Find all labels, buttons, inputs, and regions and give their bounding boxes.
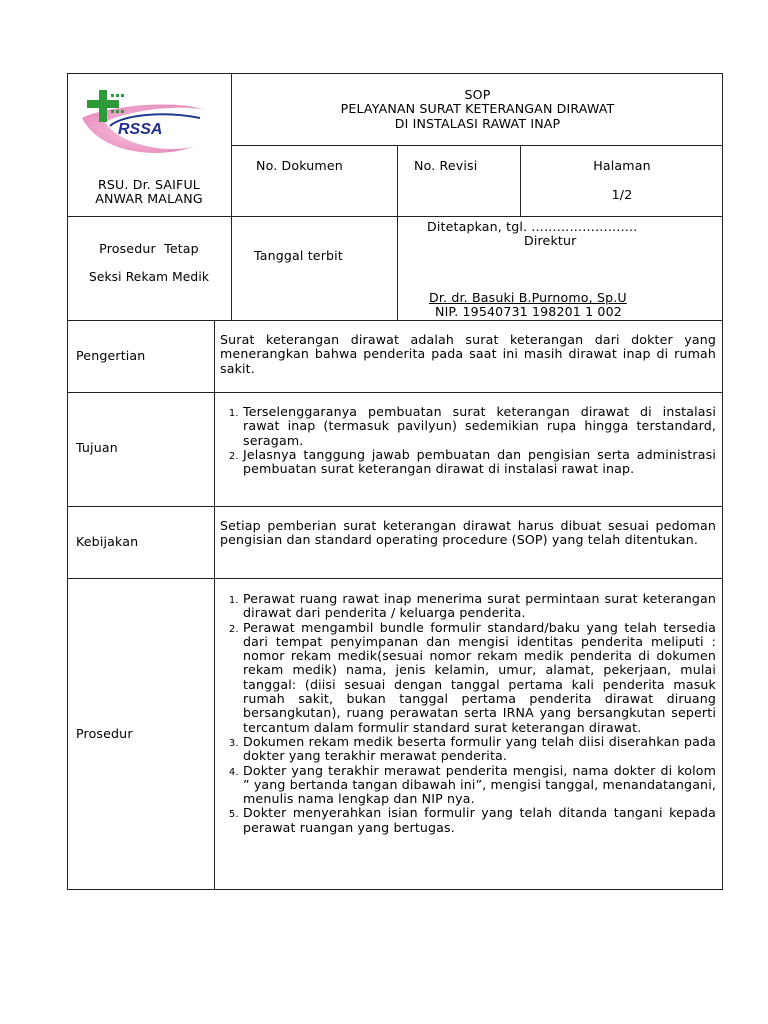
ditetapkan-text: Ditetapkan, tgl. …………………….	[427, 219, 638, 234]
row-divider-3	[67, 578, 723, 579]
label-column-divider	[214, 321, 215, 890]
prosedur-label: Prosedur	[76, 726, 133, 741]
doc-row-divider	[231, 216, 723, 217]
prosedur-tetap-label: Prosedur Tetap	[99, 241, 199, 256]
col-divider-3	[397, 216, 398, 321]
logo-text: RSSA	[118, 121, 163, 138]
seksi-label: Seksi Rekam Medik	[88, 270, 210, 284]
direktur-name: Dr. dr. Basuki B.Purnomo, Sp.U	[429, 290, 627, 305]
prosedur-item: 5. Dokter menyerahkan isian formulir yang telah ditanda tangani kepada perawat ruangan yang bertugas.	[242, 806, 716, 835]
hospital-name-line-2: ANWAR MALANG	[95, 191, 203, 207]
pengertian-label: Pengertian	[76, 348, 146, 363]
tanggal-terbit-label: Tanggal terbit	[254, 248, 343, 263]
col-divider-1	[397, 145, 398, 217]
prosedur-item: 3. Dokumen rekam medik beserta formulir yang telah diisi diserahkan pada dokter yang terakhir merawat penderita.	[242, 735, 716, 764]
sop-title-line-3: DI INSTALASI RAWAT INAP	[394, 115, 561, 131]
rssa-logo	[80, 88, 220, 160]
row-divider-2	[67, 506, 723, 507]
sop-title-line-1: SOP	[464, 87, 491, 102]
row-divider-1	[67, 392, 723, 393]
tujuan-item: 1. Terselenggaranya pembuatan surat keterangan dirawat di instalasi rawat inap (termasuk pavilyun) sedemikian rupa hingga terstandard, seragam.	[242, 405, 716, 448]
tujuan-item: 2. Jelasnya tanggung jawab pembuatan dan pengisian serta administrasi pembuatan surat keterangan dirawat di instalasi rawat inap.	[242, 448, 716, 477]
tujuan-list	[220, 405, 716, 476]
no-dokumen-label: No. Dokumen	[256, 158, 343, 173]
prosedur-item: 4. Dokter yang terakhir merawat penderita mengisi, nama dokter di kolom ” yang bertanda tangan dibawah ini”, mengisi tanggal, menandatangani, menulis nama lengkap dan NIP nya.	[242, 764, 716, 807]
sop-title	[232, 88, 723, 131]
pengertian-text: Surat keterangan dirawat adalah surat keterangan dari dokter yang menerangkan bahwa penderita pada saat ini masih dirawat inap di rumah sakit.	[220, 332, 716, 376]
halaman-label: Halaman	[593, 158, 651, 173]
nip-text: NIP. 19540731 198201 1 002	[435, 304, 622, 319]
tujuan-label: Tujuan	[76, 440, 118, 455]
kebijakan-label: Kebijakan	[76, 534, 139, 549]
col-divider-2	[520, 145, 521, 217]
hospital-name	[70, 178, 228, 207]
direktur-label: Direktur	[524, 233, 577, 248]
prosedur-item: 1. Perawat ruang rawat inap menerima surat permintaan surat keterangan dirawat dari penderita / keluarga penderita.	[242, 592, 716, 621]
hospital-name-line-1: RSU. Dr. SAIFUL	[98, 177, 200, 192]
no-revisi-label: No. Revisi	[414, 158, 478, 173]
left-divider	[67, 216, 231, 217]
prosedur-item: 2. Perawat mengambil bundle formulir standard/baku yang telah tersedia dari tempat penyimpanan dan mengisi identitas penderita meliputi : nomor rekam medik(sesuai nomor rekam medik penderita di dokumen rekam medik) nama, jenis kelamin, umur, alamat, pekerjaan, mulai tanggal: (diisi sesuai dengan tanggal pertama kali penderita masuk rumah sakit, bukan tanggal pertama penderita dirawat diruang bersangkutan), ruang perawatan serta IRNA yang bersangkutan seperti tercantum dalam formulir standard surat keterangan dirawat.	[242, 621, 716, 735]
sop-title-line-2: PELAYANAN SURAT KETERANGAN DIRAWAT	[340, 101, 615, 117]
prosedur-list	[220, 592, 716, 835]
halaman-value: 1/2	[611, 187, 633, 202]
kebijakan-text: Setiap pemberian surat keterangan dirawat harus dibuat sesuai pedoman pengisian dan standard operating procedure (SOP) yang telah ditentukan.	[220, 518, 716, 548]
title-row-divider	[231, 145, 723, 146]
